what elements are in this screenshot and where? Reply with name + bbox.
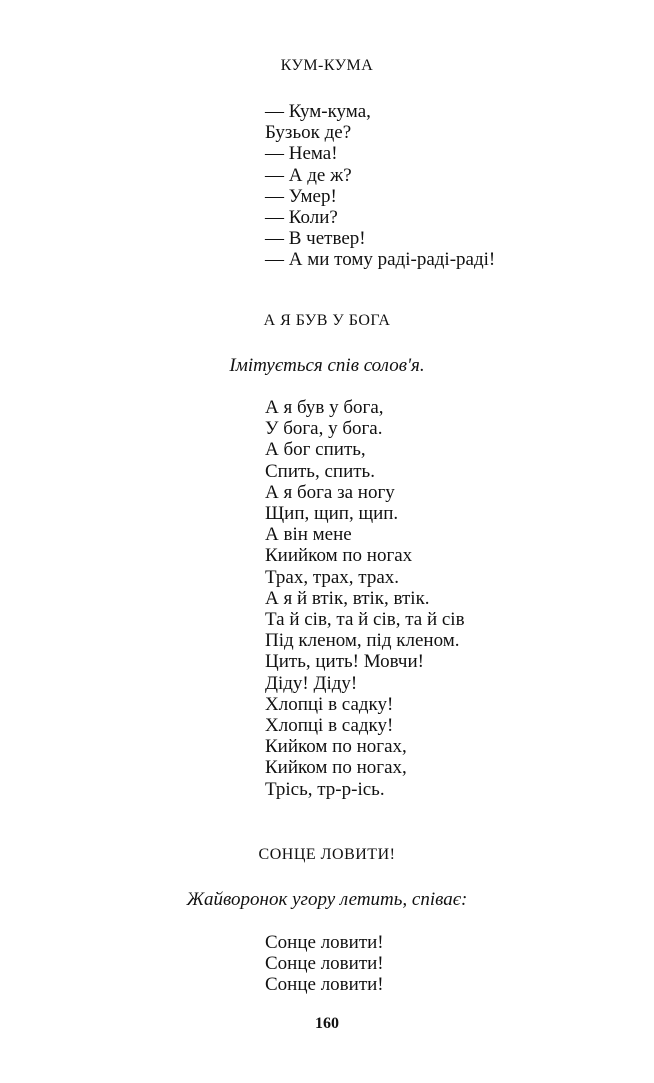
verse-a-ya-buv-u-boga [265,397,465,800]
verse-line: А він мене [265,524,352,546]
verse-line: У бога, у бога. [265,418,383,440]
section-title-sontse-lovyty: СОНЦЕ ЛОВИТИ! [258,846,396,863]
verse-sontse-lovyty [265,932,384,996]
verse-line: Трах, трах, трах. [265,566,400,588]
verse-line: Діду! Діду! [265,672,358,694]
verse-kum-kuma [265,101,495,271]
verse-line: Спить, спить. [265,460,375,482]
verse-line: — Кум-кума, [265,101,371,122]
verse-line: Кийком по ногах, [265,736,407,758]
verse-line: — А ми тому раді-раді-раді! [265,249,496,271]
verse-line: — В четвер! [265,228,366,250]
verse-line: Під кленом, під кленом. [265,630,460,652]
verse-line: А я був у бога, [265,397,384,418]
verse-line: Трісь, тр-р-ісь. [265,778,385,800]
verse-line: — Умер! [265,185,337,207]
section-subtitle-sontse-lovyty: Жайворонок угору летить, співає: [186,889,468,910]
verse-line: Хлопці в садку! [265,693,394,715]
verse-line: Хлопці в садку! [265,715,394,737]
verse-line: Та й сів, та й сів, та й сів [265,609,465,631]
verse-line: — Нема! [265,143,338,165]
page-number: 160 [315,1015,339,1032]
verse-line: Щип, щип, щип. [265,503,399,525]
verse-line: А я й втік, втік, втік. [265,587,430,609]
verse-line: — А де ж? [265,164,352,186]
verse-line: Киийком по ногах [265,545,413,567]
verse-line: Сонце ловити! [265,932,384,953]
verse-line: А бог спить, [265,439,366,461]
verse-line: А я бога за ногу [265,481,395,503]
verse-line: Сонце ловити! [265,974,384,996]
verse-line: Кийком по ногах, [265,757,407,779]
section-title-kum-kuma: КУМ-КУМА [280,57,374,74]
verse-line: Бузьок де? [265,122,352,144]
verse-line: Цить, цить! Мовчи! [265,651,424,673]
verse-line: — Коли? [265,207,338,229]
verse-line: Сонце ловити! [265,953,384,975]
section-title-a-ya-buv-u-boga: А Я БУВ У БОГА [263,312,391,329]
section-subtitle-a-ya-buv-u-boga: Імітується спів солов'я. [229,355,425,376]
